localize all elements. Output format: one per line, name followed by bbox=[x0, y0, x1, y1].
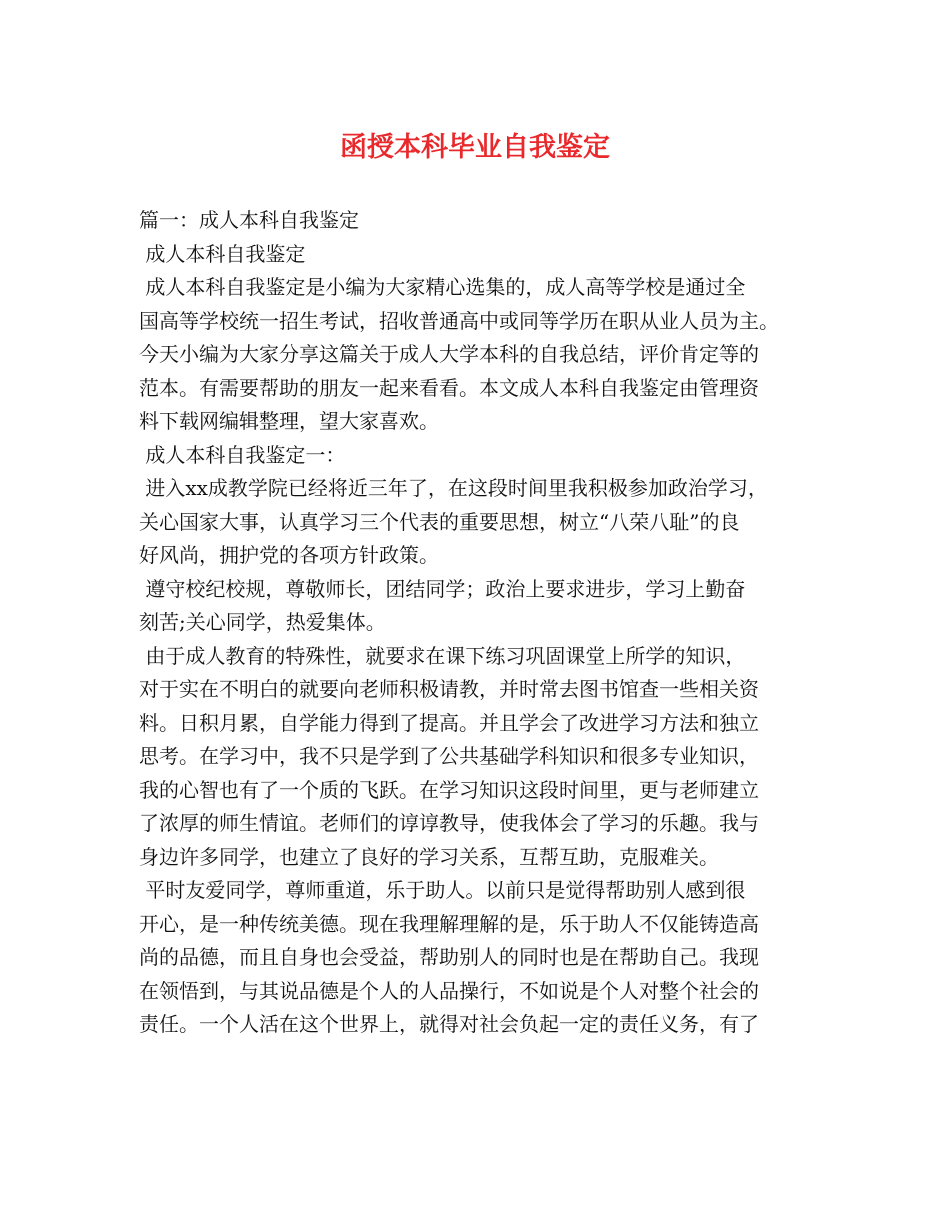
body-line: 成人本科自我鉴定 bbox=[139, 241, 306, 266]
body-line: 在领悟到，与其说品德是个人的人品操行，不如说是个人对整个社会的 bbox=[139, 978, 759, 1003]
body-line: 对于实在不明白的就要向老师积极请教，并时常去图书馆查一些相关资 bbox=[139, 677, 759, 701]
body-line: 进入xx成教学院已经将近三年了，在这段时间里我积极参加政治学习， bbox=[139, 476, 768, 500]
body-line: 开心，是一种传统美德。现在我理解理解的是，乐于助人不仅能铸造高 bbox=[139, 911, 759, 936]
body-line: 篇一：成人本科自我鉴定 bbox=[139, 208, 359, 232]
document-body bbox=[139, 204, 829, 1042]
body-line: 今天小编为大家分享这篇关于成人大学本科的自我总结，评价肯定等的 bbox=[139, 342, 759, 366]
body-line: 成人本科自我鉴定一： bbox=[139, 442, 346, 467]
body-line: 尚的品德，而且自身也会受益，帮助别人的同时也是在帮助自己。我现 bbox=[139, 945, 759, 969]
body-line: 成人本科自我鉴定是小编为大家精心选集的，成人高等学校是通过全 bbox=[139, 275, 746, 299]
body-line: 料下载网编辑整理，望大家喜欢。 bbox=[139, 409, 439, 433]
body-line: 我的心智也有了一个质的飞跃。在学习知识这段时间里，更与老师建立 bbox=[139, 777, 759, 802]
body-line: 了浓厚的师生情谊。老师们的谆谆教导，使我体会了学习的乐趣。我与 bbox=[139, 811, 759, 835]
body-line: 范本。有需要帮助的朋友一起来看看。本文成人本科自我鉴定由管理资 bbox=[139, 375, 759, 400]
body-line: 刻苦;关心同学，热爱集体。 bbox=[139, 610, 386, 634]
body-line: 关心国家大事，认真学习三个代表的重要思想，树立“八荣八耻”的良 bbox=[139, 509, 740, 534]
document-title: 函授本科毕业自我鉴定 bbox=[340, 132, 610, 163]
body-line: 思考。在学习中，我不只是学到了公共基础学科知识和很多专业知识， bbox=[139, 744, 759, 768]
body-line: 平时友爱同学，尊师重道，乐于助人。以前只是觉得帮助别人感到很 bbox=[139, 878, 746, 902]
body-line: 由于成人教育的特殊性，就要求在课下练习巩固课堂上所学的知识， bbox=[139, 643, 746, 668]
body-line: 责任。一个人活在这个世界上，就得对社会负起一定的责任义务，有了 bbox=[139, 1012, 759, 1036]
body-line: 好风尚，拥护党的各项方针政策。 bbox=[139, 543, 439, 567]
body-line: 国高等学校统一招生考试，招收普通高中或同等学历在职从业人员为主。 bbox=[139, 308, 779, 333]
body-line: 遵守校纪校规，尊敬师长，团结同学；政治上要求进步，学习上勤奋 bbox=[139, 576, 746, 601]
body-line: 身边许多同学，也建立了良好的学习关系，互帮互助，克服难关。 bbox=[139, 844, 719, 869]
body-line: 料。日积月累，自学能力得到了提高。并且学会了改进学习方法和独立 bbox=[139, 710, 759, 735]
